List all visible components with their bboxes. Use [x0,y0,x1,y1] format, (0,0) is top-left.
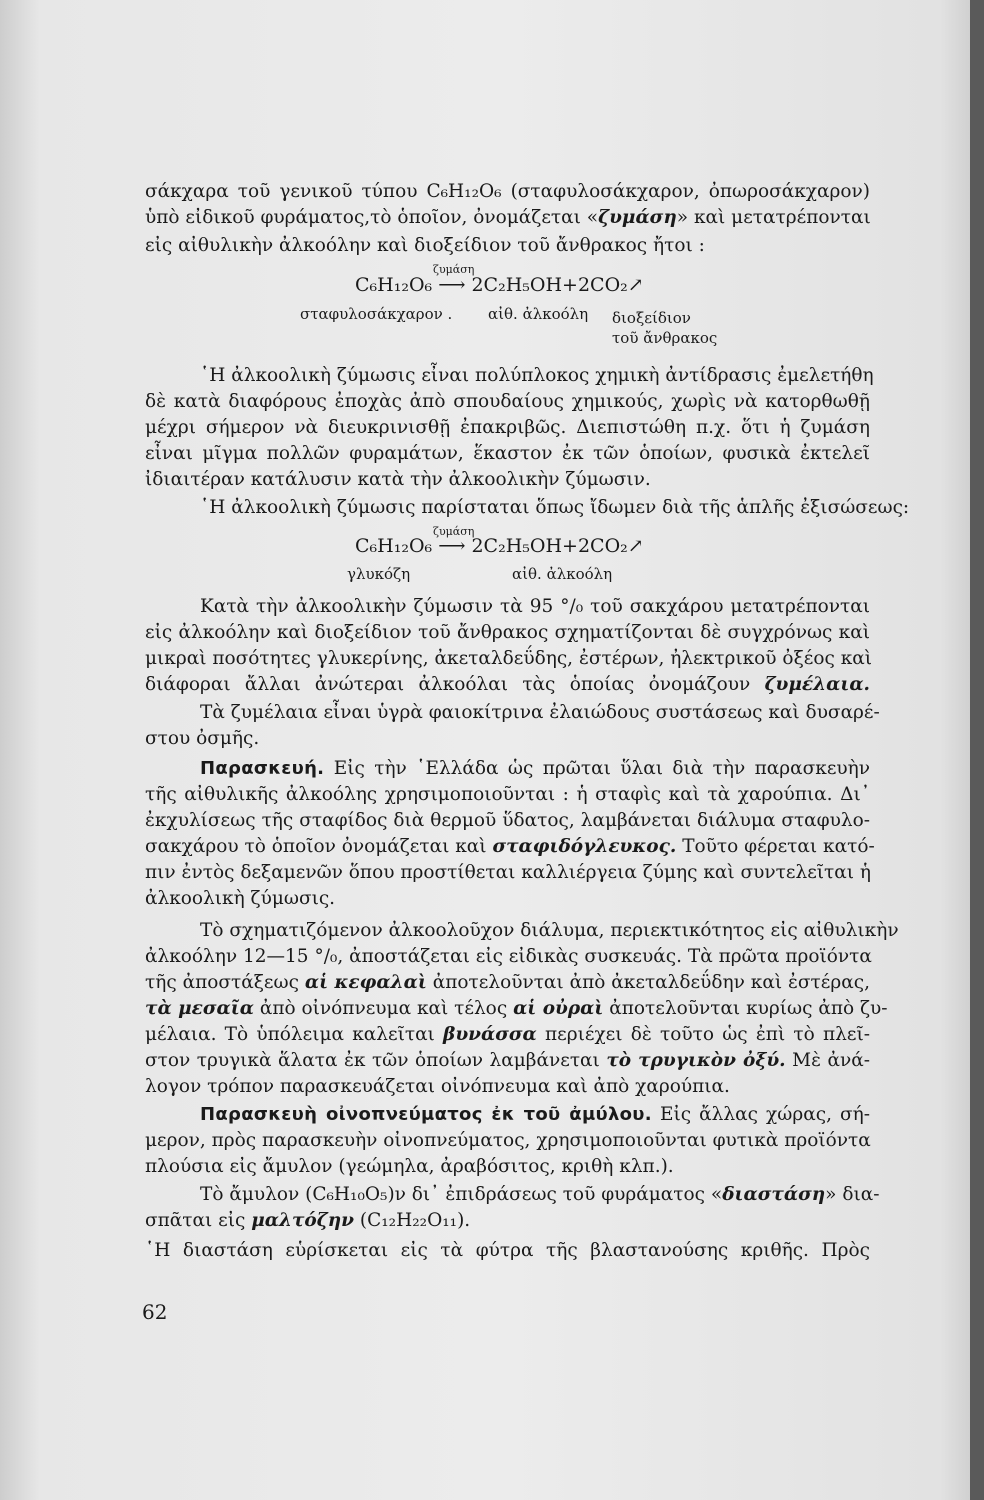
text-line: εἶναι μῖγμα πολλῶν φυραμάτων, ἕκαστον ἐκ τῶν ὁποίων, φυσικὰ ἐκτελεῖ [145,443,870,464]
emphasis-term: τὸ τρυγικὸν ὀξύ. [606,1050,786,1071]
text-line [145,972,870,994]
emphasis-term: αἱ κεφαλαὶ [304,972,427,993]
text-line: ῾Η διαστάση εὑρίσκεται εἰς τὰ φύτρα τῆς βλαστανούσης κριθῆς. Πρὸς [145,1240,870,1261]
text-span: (C₁₂H₂₂O₁₁). [354,1210,471,1231]
emphasis-term: ζυμέλαια. [764,674,870,695]
text-line: πιν ἐντὸς δεξαμενῶν ὅπου προστίθεται καλλιέργεια ζύμης καὶ συντελεῖται ἡ [145,862,871,883]
text-span: τῆς ἀποστάξεως [145,972,305,993]
chemical-equation: C₆H₁₂O₆ ⟶ 2C₂H₅OH+2CO₂↗ [355,274,644,296]
text-span: » δια- [825,1184,880,1205]
text-line: σάκχαρα τοῦ γενικοῦ τύπου C₆H₁₂O₆ (σταφυλοσάκχαρον, ὀπωροσάκχαρον) [145,181,870,202]
emphasis-term: αἱ οὐραὶ [513,998,604,1019]
text-line: μικραὶ ποσότητες γλυκερίνης, ἀκεταλδεΰδης, ἐστέρων, ἠλεκτρικοῦ ὀξέος καὶ [145,648,873,669]
text-line [145,998,888,1020]
text-line [200,1184,880,1206]
text-line [145,207,870,229]
equation-label: σταφυλοσάκχαρον . [300,305,453,323]
text-span: Εἰς ἄλλας χώρας, σή- [651,1104,870,1125]
text-line: ἐκχυλίσεως τῆς σταφίδος διὰ θερμοῦ ὕδατος, λαμβάνεται διάλυμα σταφυλο- [145,810,870,831]
text-line: δὲ κατὰ διαφόρους ἐποχὰς ἀπὸ σπουδαίους χημικούς, χωρὶς νὰ κατορθωθῇ [145,391,870,412]
enzyme-label: ζυμάση [433,525,475,538]
text-span: ἀπὸ οἰνόπνευμα καὶ τέλος [253,998,514,1019]
equation-label: αἰθ. ἀλκοόλη [512,565,613,583]
text-line: εἰς αἰθυλικὴν ἀλκοόλην καὶ διοξείδιον τοῦ ἄνθρακος ἤτοι : [145,235,705,256]
equation-label: αἰθ. ἀλκοόλη [488,305,589,323]
text-span: ἀποτελοῦνται κυρίως ἀπὸ ζυ- [603,998,888,1019]
chemical-equation: C₆H₁₂O₆ ⟶ 2C₂H₅OH+2CO₂↗ [355,535,644,557]
section-heading: Παρασκευή. [200,758,325,779]
equation-label: γλυκόζη [347,565,411,583]
text-line: ἀλκοολικὴ ζύμωσις. [145,888,336,909]
text-line [145,836,875,858]
equation-label: διοξείδιον [612,309,691,327]
emphasis-term: τὰ μεσαῖα [145,998,254,1019]
text-line [145,1024,870,1046]
text-span: περιέχει δὲ τοῦτο ὡς ἐπὶ τὸ πλεῖ- [536,1024,870,1045]
emphasis-term: βυνάσσα [443,1024,537,1045]
text-line [200,758,870,780]
text-span: Τὸ ἄμυλον (C₆H₁₀O₅)ν δι᾿ ἐπιδράσεως τοῦ φυράματος « [200,1184,723,1205]
text-span: Εἰς τὴν ῾Ελλάδα ὡς πρῶται ὕλαι διὰ τὴν παρασκευὴν [324,758,870,779]
emphasis-term: μαλτόζην [251,1210,355,1231]
text-line [200,1104,870,1126]
section-heading: Παρασκευὴ οἰνοπνεύματος ἐκ τοῦ ἀμύλου. [200,1104,652,1125]
text-span: Τοῦτο φέρεται κατό- [676,836,875,857]
text-line [145,1050,870,1072]
equation-label: τοῦ ἄνθρακος [612,329,718,347]
text-span: διάφοραι ἄλλαι ἀνώτεραι ἀλκοόλαι τὰς ὁποίας ὀνομάζουν [145,674,765,695]
text-line: ἀλκοόλην 12—15 °/₀, ἀποστάζεται εἰς εἰδικὰς συσκευάς. Τὰ πρῶτα προϊόντα [145,946,872,967]
text-line [145,674,870,696]
text-span: στον τρυγικὰ ἅλατα ἐκ τῶν ὁποίων λαμβάνεται [145,1050,607,1071]
text-line: εἰς ἀλκοόλην καὶ διοξείδιον τοῦ ἄνθρακος σχηματίζονται δὲ συγχρόνως καὶ [145,622,870,643]
text-line: λογον τρόπον παρασκευάζεται οἰνόπνευμα καὶ ἀπὸ χαρούπια. [145,1076,730,1097]
emphasis-term: ζυμάση [598,207,677,228]
page-number: 62 [142,1300,168,1324]
text-line [145,1210,470,1232]
text-line: Τὰ ζυμέλαια εἶναι ὑγρὰ φαιοκίτρινα ἐλαιώδους συστάσεως καὶ δυσαρέ- [200,702,880,723]
text-line: μέχρι σήμερον νὰ διευκρινισθῇ ἐπακριβῶς. Διεπιστώθη π.χ. ὅτι ἡ ζυμάση [145,417,870,438]
text-line: ῾Η ἀλκοολικὴ ζύμωσις παρίσταται ὅπως ἴδωμεν διὰ τῆς ἁπλῆς ἐξισώσεως: [200,497,910,518]
text-span: » καὶ μετατρέπονται [676,207,871,228]
text-line: μερον, πρὸς παρασκευὴν οἰνοπνεύματος, χρησιμοποιοῦνται φυτικὰ προϊόντα [145,1130,871,1151]
text-span: σπᾶται εἰς [145,1210,252,1231]
text-span: Μὲ ἀνά- [785,1050,870,1071]
text-line: Κατὰ τὴν ἀλκοολικὴν ζύμωσιν τὰ 95 °/₀ τοῦ σακχάρου μετατρέπονται [200,596,870,617]
text-span: σακχάρου τὸ ὁποῖον ὀνομάζεται καὶ [145,836,493,857]
emphasis-term: σταφιδόγλευκος. [492,836,677,857]
page-edge-shadow [970,0,984,1500]
text-line: στου ὀσμῆς. [145,728,260,749]
enzyme-label: ζυμάση [433,263,475,276]
text-line: πλούσια εἰς ἄμυλον (γεώμηλα, ἀραβόσιτος, κριθὴ κλπ.). [145,1156,674,1177]
text-span: ἀποτελοῦνται ἀπὸ ἀκεταλδεΰδην καὶ ἐστέρας, [426,972,870,993]
text-line: τῆς αἰθυλικῆς ἀλκοόλης χρησιμοποιοῦνται : ἡ σταφὶς καὶ τὰ χαρούπια. Δι᾿ [145,784,870,805]
text-line: ῾Η ἀλκοολικὴ ζύμωσις εἶναι πολύπλοκος χημικὴ ἀντίδρασις ἐμελετήθη [200,365,874,386]
text-line: ἰδιαιτέραν κατάλυσιν κατὰ τὴν ἀλκοολικὴν ζύμωσιν. [145,469,651,490]
text-span: ὑπὸ εἰδικοῦ φυράματος,τὸ ὁποῖον, ὀνομάζεται « [145,207,599,228]
text-line: Τὸ σχηματιζόμενον ἀλκοολοῦχον διάλυμα, περιεκτικότητος εἰς αἰθυλικὴν [200,920,899,941]
emphasis-term: διαστάση [722,1184,826,1205]
text-span: μέλαια. Τὸ ὑπόλειμα καλεῖται [145,1024,444,1045]
